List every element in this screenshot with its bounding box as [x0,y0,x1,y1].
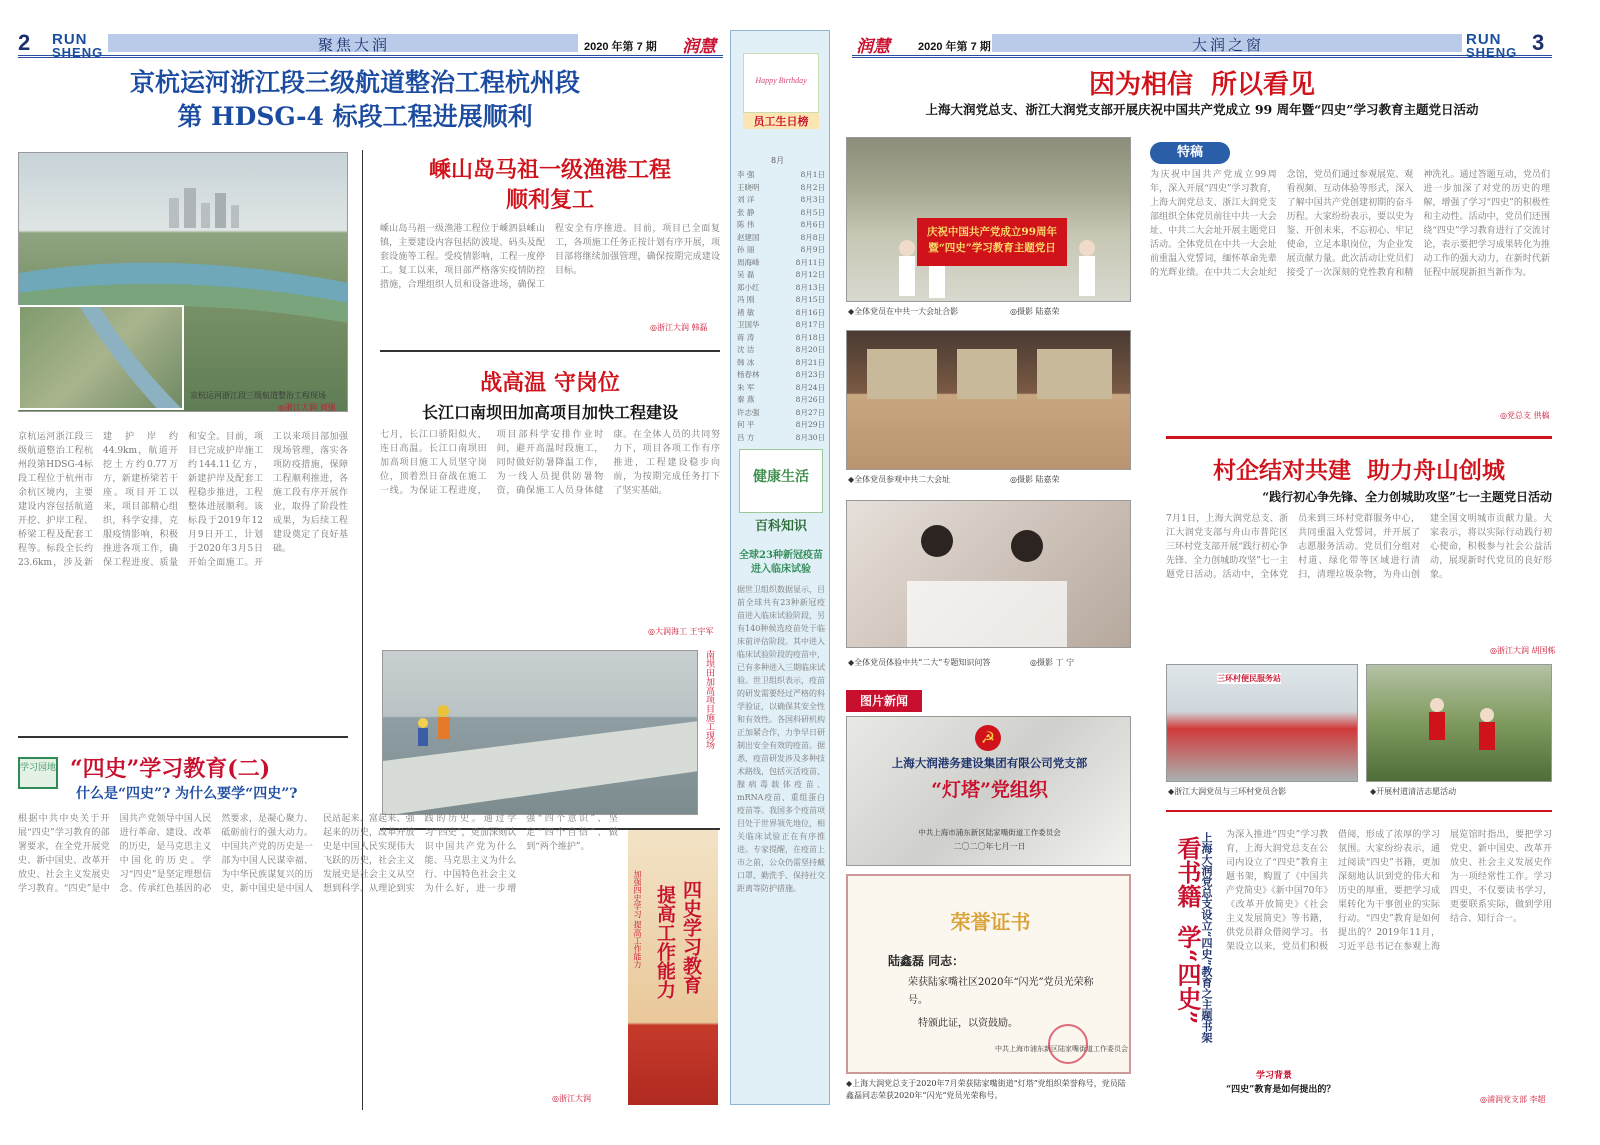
plaque-party-emblem-icon: ☭ [975,725,1001,751]
birthday-row: 韩 冰 8月21日 [737,357,825,367]
fishing-port-rule [380,350,720,352]
left-issue-label: 2020 年第 7 期 [584,41,657,53]
photo3-credit: ◎摄影 丁 宁 [1030,658,1075,667]
books-headline: 看书籍 学“四史” [1173,836,1202,1025]
birthday-row: 沈 洁 8月20日 [737,345,825,354]
vaccine-headline: 全球23种新冠疫苗进入临床试验 [739,550,823,575]
high-temp-subheadline: 长江口南坝田加高项目加快工程建设 [421,403,678,422]
high-temp-headline: 战高温 守岗位 [480,370,620,396]
right-runsheng-logo: RUN SHENG [1466,31,1518,60]
seawall-photo-graphic [383,651,698,815]
books-text: 为深入推进“四史”学习教育，上海大润党总支在公司内设立了“四史”教育主题书架，购置了《中国共产党简史》《新中国70年》《改革开放简史》《社会主义发展简史》等书籍，供党员群众借阅学习。书架设立以来，党员们积极借阅，形成了浓厚的学习氛围。大家纷纷表示，通过阅读“四史”书籍，更加深刻地认识到党的伟大和历史的厚重，要把学习成果转化为干事创业的实际行动。“四史”教育是如何提出的？2019年11月，习近平总书记在参观上海展览馆时指出，要把学习党史、新中国史、改革开放史、社会主义发展史作为一项经常性工作。学习四史，不仅要读书学习，更要联系实际，做到学用结合、知行合一。 [1226,830,1552,952]
four-history-credit: ◎浙江大润 [552,1094,591,1103]
canal-article-text: 京杭运河浙江段三级航道整治工程杭州段第HDSG-4标段工程位于杭州市余杭区境内，主要建设内容包括航道开挖、护岸工程、桥梁工程及配套工程等。标段全长约23.6km，涉及新建护岸约44.9km，航道开挖土方约0.77万方，新建桥梁若干座。项目开工以来，项目部精心组织，科学安排，克服疫情影响，积极推进各项工作，确保工程进度、质量和安全。目前，项目已完成护岸施工约144.11亿方，新建护岸及配套工程稳步推进，工程整体进展顺利。该标段于2019年12月9日开工，计划于2020年3月5日开始全面施工。开工以来项目部加强现场管理，落实各项防疫措施，保障工程顺利推进，各施工段有序开展作业，取得了阶段性成果，为后续工程建设奠定了良好基础。 [18,432,348,568]
high-temp-credit: ◎大润海工 王宇军 [648,627,714,636]
photo-news-label: 图片新闻 [846,690,922,712]
left-brand-logo: 润慧 [682,37,716,57]
village-photo2-caption: ◆开展村道清洁志愿活动 [1370,787,1457,796]
feature-credit: ◎党总支 供稿 [1500,411,1550,420]
birthday-row: 赵建国 8月8日 [737,232,825,242]
birthday-row: 刘 洋 8月3日 [737,195,825,204]
photo3-caption: ◆全体党员体验中共“二大”专题知识问答 [848,658,991,667]
four-history-headline: “四史”学习教育(二) [70,756,271,782]
quiz-graphic [847,501,1131,648]
birthday-row: 卫国华 8月17日 [737,320,825,329]
village-headline: 村企结对共建 助力舟山创城 [1212,457,1505,484]
photo2-credit: ◎摄影 陆嘉荣 [1010,475,1060,484]
vaccine-text: 据世卫组织数据显示，目前全球共有23种新冠疫苗进入临床试验阶段，另有140种候选疫苗处于临床前评估阶段。其中进入临床试验阶段的疫苗中，已有多种进入三期临床试验。世卫组织表示，疫苗的研发需要经过严格的科学验证，以确保其安全性和有效性。各国科研机构正加紧合作，力争早日研制出安全有效的疫苗。据悉，疫苗研发涉及多种技术路线，包括灭活疫苗、腺病毒载体疫苗、mRNA疫苗、重组蛋白疫苗等。我国多个疫苗项目处于世界领先地位，相关临床试验正在有序推进。专家提醒，在疫苗上市之前，公众仍需坚持戴口罩、勤洗手、保持社交距离等防护措施。 [737,585,825,893]
honor-certificate [846,874,1131,1074]
cert-body: 荣获陆家嘴社区2020年“闪光”党员光荣称号。 [908,977,1094,1006]
books-credit: ◎浦润党支部 李超 [1480,1095,1546,1104]
center-sidebar [730,30,830,1105]
cert-title: 荣誉证书 [950,910,1031,934]
birthday-row: 郑小红 8月13日 [737,282,825,292]
birthday-row: 褚 敏 8月16日 [737,307,825,317]
village-group-photo [1166,664,1358,782]
birthday-row: 何 平 8月29日 [737,420,825,429]
high-temp-text: 七月，长江口骄阳似火，连日高温。长江口南坝田加高项目施工人员坚守岗位，顶着烈日奋战在施工一线。为保证工程进度，项目部科学安排作业时间，避开高温时段施工，同时做好防暑降温工作，为一线人员提供防暑物资，确保施工人员身体健康。在全体人员的共同努力下，项目各项工作有序推进，工程建设稳步向前，为按期完成任务打下了坚实基础。 [380,430,720,496]
birthday-row: 周海峰 8月11日 [737,257,825,267]
cert-closing: 特颁此证，以资鼓励。 [918,1018,1018,1029]
books-top-rule [1166,810,1552,812]
poster-title-2: 提高工作能力 [654,885,676,999]
right-page-number: 3 [1532,30,1545,55]
birthday-row: 蒋 涛 8月18日 [737,332,825,342]
party-banner: 庆祝中国共产党成立99周年 暨“四史”学习教育主题党日 [917,218,1067,266]
village-photo1-caption: ◆浙江大润党员与三环村党员合影 [1168,787,1287,796]
cert-name: 陆鑫磊 同志： [888,954,965,968]
plaque-title: “灯塔”党组织 [931,779,1048,801]
birthday-card: Happy Birthday [743,53,819,113]
birthday-row: 朱 军 8月24日 [737,382,825,392]
plaque-date: 二〇二〇年七月一日 [953,842,1026,851]
birthday-row: 张 静 8月5日 [737,207,825,217]
left-section-title: 聚焦大润 [318,36,391,54]
poster-title-1: 四史学习教育 [680,880,702,994]
left-page-number: 2 [18,30,31,55]
fishing-port-text: 嵊山岛马祖一级渔港工程位于嵊泗县嵊山镇，主要建设内容包括防波堤、码头及配套设施等工程。受疫情影响，工程一度停工。复工以来，项目部严格落实疫情防控措施，合理组织人员和设备进场，确保工程安全有序推进。目前，项目已全面复工，各项施工任务正按计划有序开展，项目部将继续加强管理，确保按期完成建设目标。 [380,224,720,290]
village-sign: 三环村便民服务站 [1217,673,1281,683]
left-main-headline: 京杭运河浙江段三级航道整治工程杭州段 第 HDSG-4 标段工程进展顺利 [129,68,580,131]
feature-text: 为庆祝中国共产党成立99周年，深入开展“四史”学习教育，上海大润党总支、浙江大润党支部组织全体党员前往中共一大会址、中共二大会址开展主题党日活动。全体党员在中共一大会址前重温入党誓词，缅怀革命先辈的光辉业绩。在中共二大会址纪念馆，党员们通过参观展览、观看视频、互动体验等形式，深入了解中国共产党创建初期的奋斗历程。大家纷纷表示，要以史为鉴、开创未来，不忘初心、牢记使命，立足本职岗位，为企业发展贡献力量。此次活动让党员们接受了一次深刻的党性教育和精神洗礼。通过答题互动，党员们进一步加深了对党的历史的理解，增强了学习“四史”的积极性和主动性。活动中，党员们还围绕“四史”学习教育进行了交流讨论，表示要把学习成果转化为推动工作的强大动力，在新时代新征程中展现新担当新作为。 [1150,170,1550,278]
cert-seal-icon [1048,1024,1088,1064]
birthday-row: 李 强 8月1日 [737,170,825,179]
birthday-row: 许志强 8月27日 [737,407,825,417]
birthday-row: 冯 刚 8月15日 [737,295,825,304]
seawall-photo-caption: 南坝田加高项目施工现场 [704,650,714,749]
canal-photo-caption: 京杭运河浙江段三级航道整治工程现场 [190,391,326,400]
birthday-row: 王晓明 8月2日 [737,182,825,192]
plaque-issuer: 中共上海市浦东新区陆家嘴街道工作委员会 [918,828,1061,837]
books-heading-2: “四史”教育是如何提出的？ [1226,1085,1336,1095]
right-brand-logo: 润慧 [856,37,890,57]
photo1-caption: ◆全体党员在中共一大会址合影 [848,307,959,316]
birthday-month: 8月 [771,156,785,165]
four-history-text: 根据中共中央关于开展“四史”学习教育的部署要求，在全党开展党史、新中国史、改革开放史、社会主义发展史学习教育。“四史”是中国共产党领导中国人民进行革命、建设、改革的历史，是马克思主义中国化的历史。学习“四史”是坚定理想信念、传承红色基因的必然要求，是凝心聚力、砥砺前行的强大动力。中国共产党的历史是一部为中国人民谋幸福、为中华民族谋复兴的历史，新中国史是中国人民站起来、富起来、强起来的历史，改革开放史是中国人民实现伟大飞跃的历史，社会主义发展史是社会主义从空想到科学、从理论到实践的历史。通过学习“四史”，更加深刻认识中国共产党为什么能、马克思主义为什么行、中国特色社会主义为什么好，进一步增强“四个意识”、坚定“四个自信”、做到“两个维护”。 [18,814,618,894]
canal-inset-graphic [20,307,184,410]
birthday-row: 秦 燕 8月26日 [737,395,825,404]
health-card: 健康生活 [739,449,823,513]
photo1-credit: ◎摄影 陆嘉荣 [1010,307,1060,316]
quiz-photo [846,500,1131,648]
birthday-label: 员工生日榜 [743,113,819,129]
birthday-list [731,169,831,444]
left-page-header [18,30,723,58]
cert-issuer: 中共上海市浦东新区陆家嘴街道工作委员会 [995,1045,1128,1053]
fishing-port-headline: 嵊山岛马祖一级渔港工程 顺利复工 [428,157,671,213]
village-text: 7月1日，上海大润党总支、浙江大润党支部与舟山市普陀区三环村党支部开展“践行初心争先锋、全力创城助攻坚”七一主题党日活动。活动中，全体党员来到三环村党群服务中心，共同重温入党誓词，并开展了志愿服务活动。党员们分组对村道、绿化带等区域进行清扫，清理垃圾杂物，为舟山创建全国文明城市贡献力量。大家表示，将以实际行动践行初心使命，积极参与社会公益活动，展现新时代党员的良好形象。 [1166,514,1552,580]
cert-caption: ◆上海大润党总支于2020年7月荣获陆家嘴街道“灯塔”党组织荣誉称号，党员陆鑫磊同志荣获2020年“闪光”党员光荣称号。 [846,1079,1126,1100]
canal-photo-credit: ◎浙江大润 刘强 [278,403,336,412]
left-lower-rule [18,736,348,738]
special-badge: 特稿 [1150,142,1230,164]
canal-inset-photo [18,305,184,410]
plaque-company: 上海大润港务建设集团有限公司党支部 [891,756,1088,770]
museum-visit-graphic [847,331,1131,470]
birthday-row: 陈 伟 8月6日 [737,220,825,229]
village-subheadline: “践行初心争先锋、全力创城助攻坚”七一主题党日活动 [1262,490,1552,504]
books-side-title: 上海大润党总支设立“四史”教育之主题书架 [1200,832,1213,1043]
right-section-title: 大润之窗 [1192,36,1265,54]
poster-side-text: 加强四史学习 提高工作能力 [633,870,642,969]
left-runsheng-logo: RUN SHENG [52,31,104,60]
right-main-headline: 因为相信 所以看见 [1088,70,1316,100]
village-credit: ◎浙江大润 胡国栋 [1490,646,1556,655]
birthday-row: 孙 丽 8月9日 [737,245,825,254]
right-issue-label: 2020 年第 7 期 [918,41,991,53]
study-badge: 学习园地 [18,757,58,789]
four-history-subheadline: 什么是“四史”? 为什么要学“四史”? [76,786,298,802]
photo2-caption: ◆全体党员参观中共二大会址 [848,475,951,484]
village-clean-photo [1366,664,1552,782]
lighthouse-plaque [846,716,1131,866]
right-page-header [852,30,1552,58]
village-clean-graphic [1367,665,1552,782]
village-top-rule [1166,436,1552,439]
right-main-subheadline: 上海大润党总支、浙江大润党支部开展庆祝中国共产党成立 99 周年暨“四史”学习教育主题党日活动 [925,102,1479,117]
books-heading-1: 学习背景 [1256,1071,1293,1081]
fishing-port-credit: ◎浙江大润 韩磊 [650,323,708,332]
museum-visit-photo [846,330,1131,470]
health-label: 百科知识 [754,519,807,534]
birthday-row: 吕 方 8月30日 [737,432,825,442]
birthday-row: 吴 磊 8月12日 [737,270,825,279]
party-group-photo [846,137,1131,302]
four-history-poster [628,830,718,1105]
seawall-photo [382,650,698,815]
birthday-row: 杨春林 8月23日 [737,370,825,379]
